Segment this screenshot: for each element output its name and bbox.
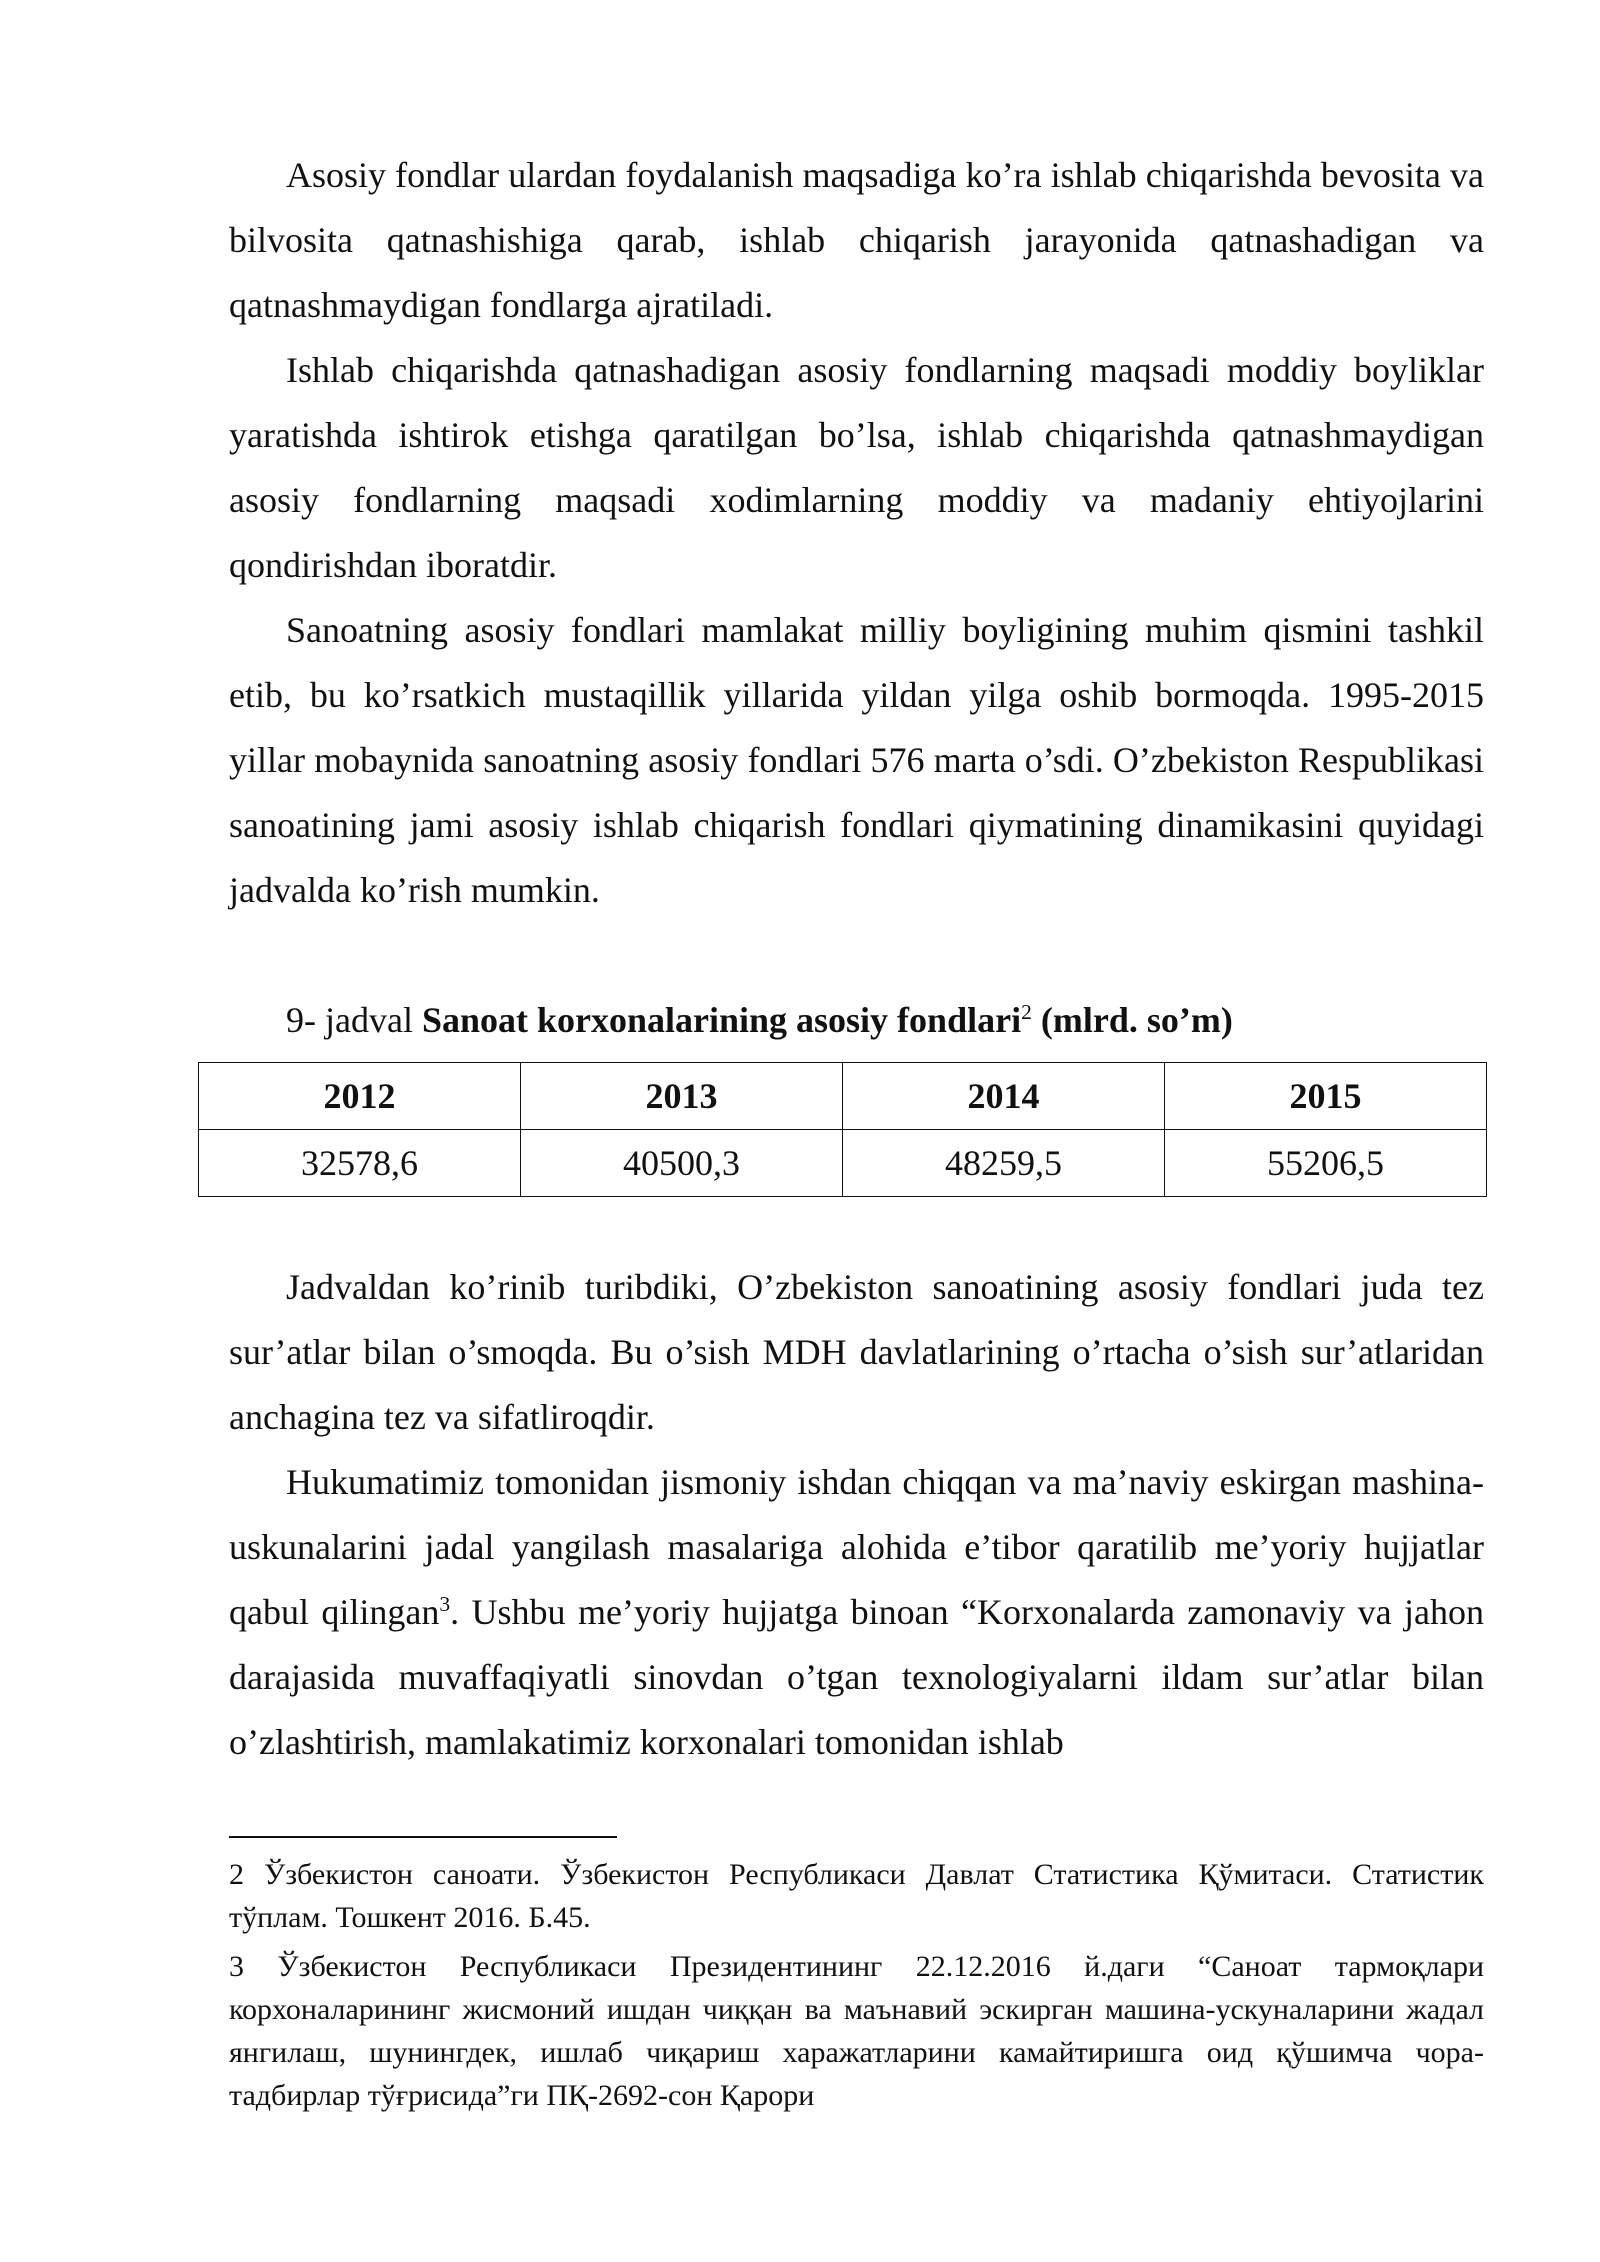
table-header-cell: 2013 <box>521 1063 843 1130</box>
table-cell: 48259,5 <box>843 1130 1165 1197</box>
footnote-3: 3 Ўзбекистон Республикаси Президентининг 22.12.2016 й.даги “Саноат тармоқлари корхоналарининг жисмоний ишдан чиққан ва маънавий эскирган машина-ускуналарини жадал янгилаш, шунингдек, ишлаб чиқариш харажатларини камайтиришга оид қўшимча чора-тадбирлар тўғрисида”ги ПҚ-2692-сон Қарори <box>229 1950 1484 2112</box>
table-caption-prefix: 9- jadval <box>286 1000 413 1040</box>
table-header-cell: 2015 <box>1165 1063 1487 1130</box>
paragraph-5-end: . Ushbu me’yoriy hujjatga binoan “Korxonalarda zamonaviy va jahon darajasida muvaffaqiyatli sinovdan o’tgan texnologiyalarni ildam sur’atlar bilan o’zlashtirish, mamlakatimiz korxonalari tomonidan ishlab <box>229 1592 1484 1762</box>
paragraph-3: Sanoatning asosiy fondlari mamlakat milliy boyligining muhim qismini tashkil etib, bu ko’rsatkich mustaqillik yillarida yildan yilga oshib bormoqda. 1995-2015 yillar mobaynida sanoatning asosiy fondlari 576 marta o’sdi. O’zbekiston Respublikasi sanoatining jami asosiy ishlab chiqarish fondlari qiymatining dinamikasini quyidagi jadvalda ko’rish mumkin. <box>229 610 1484 910</box>
paragraph-5 <box>229 1450 1484 1775</box>
table-cell: 55206,5 <box>1165 1130 1487 1197</box>
footnote-2: 2 Ўзбекистон саноати. Ўзбекистон Республикаси Давлат Статистика Қўмитаси. Статистик тўплам. Тошкент 2016. Б.45. <box>229 1858 1484 1934</box>
table-caption <box>286 988 1233 1053</box>
footnote-separator <box>229 1836 617 1838</box>
body-text-bottom <box>229 1255 1484 1775</box>
body-text-top <box>229 143 1484 923</box>
paragraph-5-start: Hukumatimiz tomonidan jismoniy ishdan chiqqan va ma’naviy eskirgan mashina-uskunalarini jadal yangilash masalariga alohida e’tibor qaratilib me’yoriy hujjatlar qabul qilingan <box>229 1462 1484 1632</box>
table-caption-unit: (mlrd. so’m) <box>1040 1000 1233 1040</box>
footnote-ref-3: 3 <box>439 1592 451 1616</box>
footnotes <box>229 1853 1484 2123</box>
table-cell: 32578,6 <box>199 1130 521 1197</box>
table-caption-footnote-ref: 2 <box>1021 1000 1032 1024</box>
table-cell: 40500,3 <box>521 1130 843 1197</box>
paragraph-1: Asosiy fondlar ulardan foydalanish maqsadiga ko’ra ishlab chiqarishda bevosita va bilvosita qatnashishiga qarab, ishlab chiqarish jarayonida qatnashadigan va qatnashmaydigan fondlarga ajratiladi. <box>229 155 1484 325</box>
table-header-row <box>199 1063 1487 1130</box>
table-caption-title: Sanoat korxonalarining asosiy fondlari <box>421 1000 1022 1040</box>
table-row <box>199 1130 1487 1197</box>
fixed-assets-table <box>198 1062 1487 1197</box>
table-header-cell: 2014 <box>843 1063 1165 1130</box>
paragraph-4: Jadvaldan ko’rinib turibdiki, O’zbekiston sanoatining asosiy fondlari juda tez sur’atlar bilan o’smoqda. Bu o’sish MDH davlatlarining o’rtacha o’sish sur’atlaridan anchagina tez va sifatliroqdir. <box>229 1267 1484 1437</box>
paragraph-2: Ishlab chiqarishda qatnashadigan asosiy fondlarning maqsadi moddiy boyliklar yaratishda ishtirok etishga qaratilgan bo’lsa, ishlab chiqarishda qatnashmaydigan asosiy fondlarning maqsadi xodimlarning moddiy va madaniy ehtiyojlarini qondirishdan iboratdir. <box>229 350 1484 585</box>
table-header-cell: 2012 <box>199 1063 521 1130</box>
